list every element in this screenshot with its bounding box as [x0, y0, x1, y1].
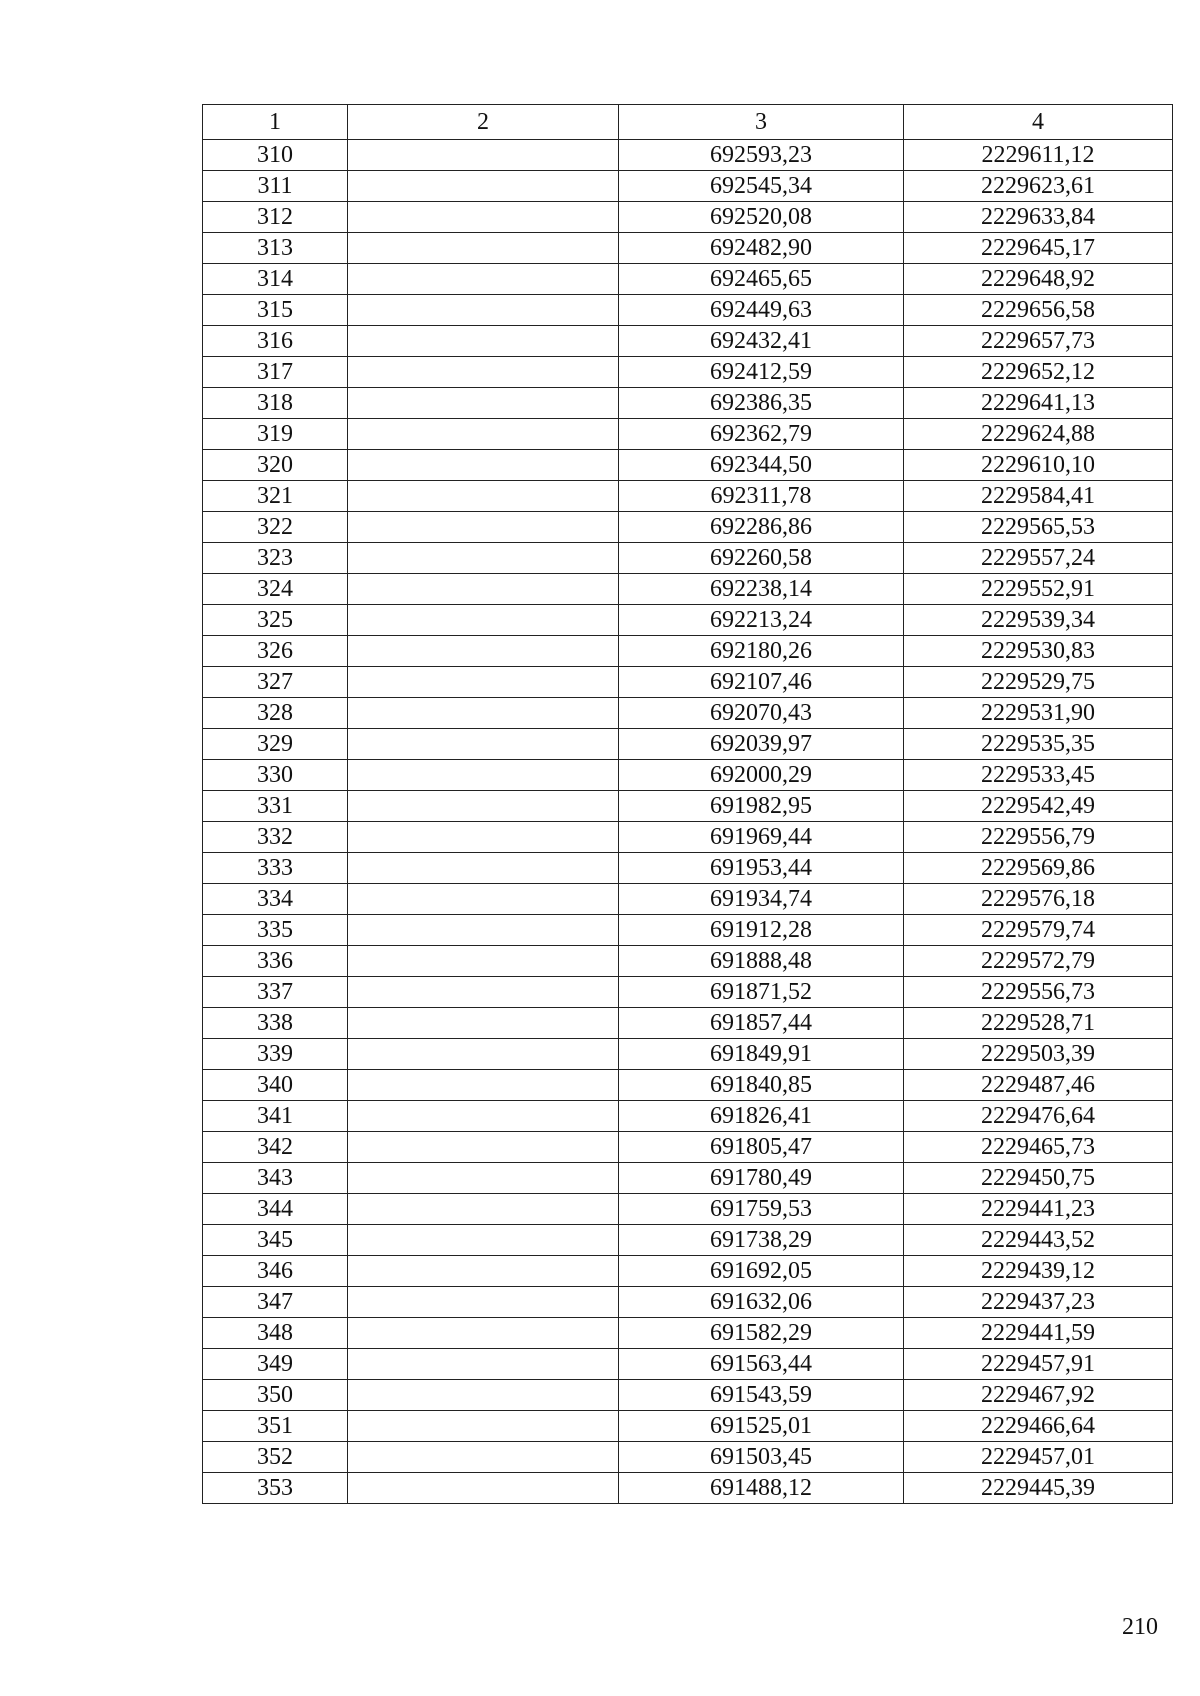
x-coordinate-cell: 691543,59 — [619, 1380, 904, 1411]
table-row — [203, 574, 1173, 605]
point-number-cell: 323 — [203, 543, 348, 574]
x-coordinate-cell: 692449,63 — [619, 295, 904, 326]
name-cell — [348, 326, 619, 357]
y-coordinate-cell: 2229557,24 — [904, 543, 1173, 574]
column-header-4: 4 — [904, 105, 1173, 140]
y-coordinate-cell: 2229533,45 — [904, 760, 1173, 791]
point-number-cell: 321 — [203, 481, 348, 512]
y-coordinate-cell: 2229624,88 — [904, 419, 1173, 450]
x-coordinate-cell: 691969,44 — [619, 822, 904, 853]
name-cell — [348, 1163, 619, 1194]
y-coordinate-cell: 2229445,39 — [904, 1473, 1173, 1504]
x-coordinate-cell: 691982,95 — [619, 791, 904, 822]
y-coordinate-cell: 2229476,64 — [904, 1101, 1173, 1132]
point-number-cell: 333 — [203, 853, 348, 884]
name-cell — [348, 1225, 619, 1256]
y-coordinate-cell: 2229556,73 — [904, 977, 1173, 1008]
x-coordinate-cell: 691692,05 — [619, 1256, 904, 1287]
point-number-cell: 339 — [203, 1039, 348, 1070]
point-number-cell: 340 — [203, 1070, 348, 1101]
table-row — [203, 822, 1173, 853]
table-row — [203, 977, 1173, 1008]
table-row — [203, 729, 1173, 760]
y-coordinate-cell: 2229457,91 — [904, 1349, 1173, 1380]
table-row — [203, 915, 1173, 946]
y-coordinate-cell: 2229466,64 — [904, 1411, 1173, 1442]
name-cell — [348, 140, 619, 171]
table-header-row — [203, 105, 1173, 140]
y-coordinate-cell: 2229656,58 — [904, 295, 1173, 326]
name-cell — [348, 1349, 619, 1380]
x-coordinate-cell: 691857,44 — [619, 1008, 904, 1039]
name-cell — [348, 915, 619, 946]
name-cell — [348, 1442, 619, 1473]
x-coordinate-cell: 692362,79 — [619, 419, 904, 450]
table-row — [203, 946, 1173, 977]
table-row — [203, 667, 1173, 698]
point-number-cell: 331 — [203, 791, 348, 822]
x-coordinate-cell: 691759,53 — [619, 1194, 904, 1225]
x-coordinate-cell: 691953,44 — [619, 853, 904, 884]
y-coordinate-cell: 2229652,12 — [904, 357, 1173, 388]
y-coordinate-cell: 2229441,59 — [904, 1318, 1173, 1349]
coordinates-table — [202, 104, 1173, 1504]
x-coordinate-cell: 691805,47 — [619, 1132, 904, 1163]
y-coordinate-cell: 2229584,41 — [904, 481, 1173, 512]
y-coordinate-cell: 2229565,53 — [904, 512, 1173, 543]
y-coordinate-cell: 2229611,12 — [904, 140, 1173, 171]
y-coordinate-cell: 2229439,12 — [904, 1256, 1173, 1287]
name-cell — [348, 233, 619, 264]
column-header-2: 2 — [348, 105, 619, 140]
x-coordinate-cell: 691488,12 — [619, 1473, 904, 1504]
y-coordinate-cell: 2229576,18 — [904, 884, 1173, 915]
y-coordinate-cell: 2229633,84 — [904, 202, 1173, 233]
table-row — [203, 791, 1173, 822]
point-number-cell: 336 — [203, 946, 348, 977]
y-coordinate-cell: 2229539,34 — [904, 605, 1173, 636]
point-number-cell: 329 — [203, 729, 348, 760]
y-coordinate-cell: 2229457,01 — [904, 1442, 1173, 1473]
table-row — [203, 1411, 1173, 1442]
table-row — [203, 1287, 1173, 1318]
point-number-cell: 326 — [203, 636, 348, 667]
table-row — [203, 450, 1173, 481]
y-coordinate-cell: 2229556,79 — [904, 822, 1173, 853]
name-cell — [348, 884, 619, 915]
point-number-cell: 332 — [203, 822, 348, 853]
point-number-cell: 316 — [203, 326, 348, 357]
table-row — [203, 202, 1173, 233]
y-coordinate-cell: 2229610,10 — [904, 450, 1173, 481]
x-coordinate-cell: 691582,29 — [619, 1318, 904, 1349]
table-row — [203, 1349, 1173, 1380]
point-number-cell: 328 — [203, 698, 348, 729]
x-coordinate-cell: 692593,23 — [619, 140, 904, 171]
point-number-cell: 334 — [203, 884, 348, 915]
name-cell — [348, 512, 619, 543]
table-row — [203, 1070, 1173, 1101]
table-row — [203, 760, 1173, 791]
point-number-cell: 337 — [203, 977, 348, 1008]
point-number-cell: 317 — [203, 357, 348, 388]
y-coordinate-cell: 2229503,39 — [904, 1039, 1173, 1070]
x-coordinate-cell: 692107,46 — [619, 667, 904, 698]
point-number-cell: 330 — [203, 760, 348, 791]
x-coordinate-cell: 691934,74 — [619, 884, 904, 915]
table-row — [203, 326, 1173, 357]
table-body — [203, 140, 1173, 1504]
name-cell — [348, 295, 619, 326]
y-coordinate-cell: 2229450,75 — [904, 1163, 1173, 1194]
name-cell — [348, 1008, 619, 1039]
table-row — [203, 543, 1173, 574]
x-coordinate-cell: 691912,28 — [619, 915, 904, 946]
y-coordinate-cell: 2229437,23 — [904, 1287, 1173, 1318]
name-cell — [348, 667, 619, 698]
name-cell — [348, 760, 619, 791]
x-coordinate-cell: 692238,14 — [619, 574, 904, 605]
x-coordinate-cell: 692482,90 — [619, 233, 904, 264]
x-coordinate-cell: 691826,41 — [619, 1101, 904, 1132]
point-number-cell: 346 — [203, 1256, 348, 1287]
table-row — [203, 357, 1173, 388]
table-row — [203, 1008, 1173, 1039]
point-number-cell: 349 — [203, 1349, 348, 1380]
table-row — [203, 1256, 1173, 1287]
x-coordinate-cell: 692465,65 — [619, 264, 904, 295]
name-cell — [348, 1256, 619, 1287]
point-number-cell: 347 — [203, 1287, 348, 1318]
name-cell — [348, 636, 619, 667]
y-coordinate-cell: 2229487,46 — [904, 1070, 1173, 1101]
table-row — [203, 636, 1173, 667]
point-number-cell: 320 — [203, 450, 348, 481]
y-coordinate-cell: 2229641,13 — [904, 388, 1173, 419]
point-number-cell: 351 — [203, 1411, 348, 1442]
y-coordinate-cell: 2229552,91 — [904, 574, 1173, 605]
y-coordinate-cell: 2229467,92 — [904, 1380, 1173, 1411]
x-coordinate-cell: 691840,85 — [619, 1070, 904, 1101]
point-number-cell: 353 — [203, 1473, 348, 1504]
column-header-1: 1 — [203, 105, 348, 140]
table-row — [203, 1132, 1173, 1163]
point-number-cell: 324 — [203, 574, 348, 605]
point-number-cell: 341 — [203, 1101, 348, 1132]
table-row — [203, 1473, 1173, 1504]
x-coordinate-cell: 691849,91 — [619, 1039, 904, 1070]
table-row — [203, 1101, 1173, 1132]
name-cell — [348, 481, 619, 512]
name-cell — [348, 729, 619, 760]
x-coordinate-cell: 692286,86 — [619, 512, 904, 543]
y-coordinate-cell: 2229441,23 — [904, 1194, 1173, 1225]
name-cell — [348, 822, 619, 853]
y-coordinate-cell: 2229529,75 — [904, 667, 1173, 698]
name-cell — [348, 357, 619, 388]
name-cell — [348, 1380, 619, 1411]
y-coordinate-cell: 2229579,74 — [904, 915, 1173, 946]
x-coordinate-cell: 692180,26 — [619, 636, 904, 667]
name-cell — [348, 1039, 619, 1070]
table-row — [203, 481, 1173, 512]
name-cell — [348, 977, 619, 1008]
table-row — [203, 884, 1173, 915]
table-row — [203, 1194, 1173, 1225]
table-row — [203, 605, 1173, 636]
name-cell — [348, 698, 619, 729]
name-cell — [348, 1101, 619, 1132]
y-coordinate-cell: 2229535,35 — [904, 729, 1173, 760]
y-coordinate-cell: 2229569,86 — [904, 853, 1173, 884]
x-coordinate-cell: 692070,43 — [619, 698, 904, 729]
table-row — [203, 698, 1173, 729]
x-coordinate-cell: 691563,44 — [619, 1349, 904, 1380]
y-coordinate-cell: 2229645,17 — [904, 233, 1173, 264]
table-row — [203, 853, 1173, 884]
table-row — [203, 1318, 1173, 1349]
table-row — [203, 140, 1173, 171]
x-coordinate-cell: 691738,29 — [619, 1225, 904, 1256]
name-cell — [348, 1194, 619, 1225]
point-number-cell: 342 — [203, 1132, 348, 1163]
name-cell — [348, 1473, 619, 1504]
name-cell — [348, 1132, 619, 1163]
y-coordinate-cell: 2229648,92 — [904, 264, 1173, 295]
point-number-cell: 322 — [203, 512, 348, 543]
x-coordinate-cell: 692000,29 — [619, 760, 904, 791]
table-row — [203, 1380, 1173, 1411]
name-cell — [348, 419, 619, 450]
x-coordinate-cell: 691888,48 — [619, 946, 904, 977]
point-number-cell: 327 — [203, 667, 348, 698]
name-cell — [348, 171, 619, 202]
x-coordinate-cell: 691632,06 — [619, 1287, 904, 1318]
point-number-cell: 312 — [203, 202, 348, 233]
name-cell — [348, 264, 619, 295]
x-coordinate-cell: 692039,97 — [619, 729, 904, 760]
name-cell — [348, 1287, 619, 1318]
point-number-cell: 310 — [203, 140, 348, 171]
table-row — [203, 233, 1173, 264]
page-number: 210 — [1122, 1614, 1158, 1640]
y-coordinate-cell: 2229531,90 — [904, 698, 1173, 729]
x-coordinate-cell: 692386,35 — [619, 388, 904, 419]
column-header-3: 3 — [619, 105, 904, 140]
y-coordinate-cell: 2229465,73 — [904, 1132, 1173, 1163]
point-number-cell: 343 — [203, 1163, 348, 1194]
point-number-cell: 319 — [203, 419, 348, 450]
table-row — [203, 264, 1173, 295]
y-coordinate-cell: 2229443,52 — [904, 1225, 1173, 1256]
table-row — [203, 388, 1173, 419]
table-row — [203, 512, 1173, 543]
name-cell — [348, 791, 619, 822]
name-cell — [348, 946, 619, 977]
point-number-cell: 311 — [203, 171, 348, 202]
name-cell — [348, 543, 619, 574]
x-coordinate-cell: 692545,34 — [619, 171, 904, 202]
x-coordinate-cell: 692311,78 — [619, 481, 904, 512]
table-row — [203, 1442, 1173, 1473]
point-number-cell: 345 — [203, 1225, 348, 1256]
table-row — [203, 1225, 1173, 1256]
point-number-cell: 325 — [203, 605, 348, 636]
y-coordinate-cell: 2229623,61 — [904, 171, 1173, 202]
point-number-cell: 335 — [203, 915, 348, 946]
y-coordinate-cell: 2229530,83 — [904, 636, 1173, 667]
x-coordinate-cell: 691871,52 — [619, 977, 904, 1008]
point-number-cell: 313 — [203, 233, 348, 264]
name-cell — [348, 853, 619, 884]
table-row — [203, 1039, 1173, 1070]
point-number-cell: 314 — [203, 264, 348, 295]
point-number-cell: 344 — [203, 1194, 348, 1225]
point-number-cell: 350 — [203, 1380, 348, 1411]
name-cell — [348, 1318, 619, 1349]
y-coordinate-cell: 2229657,73 — [904, 326, 1173, 357]
point-number-cell: 315 — [203, 295, 348, 326]
point-number-cell: 352 — [203, 1442, 348, 1473]
x-coordinate-cell: 692260,58 — [619, 543, 904, 574]
name-cell — [348, 388, 619, 419]
x-coordinate-cell: 691780,49 — [619, 1163, 904, 1194]
name-cell — [348, 605, 619, 636]
name-cell — [348, 450, 619, 481]
point-number-cell: 338 — [203, 1008, 348, 1039]
x-coordinate-cell: 692344,50 — [619, 450, 904, 481]
x-coordinate-cell: 691525,01 — [619, 1411, 904, 1442]
x-coordinate-cell: 692432,41 — [619, 326, 904, 357]
name-cell — [348, 574, 619, 605]
x-coordinate-cell: 692520,08 — [619, 202, 904, 233]
y-coordinate-cell: 2229572,79 — [904, 946, 1173, 977]
point-number-cell: 348 — [203, 1318, 348, 1349]
name-cell — [348, 202, 619, 233]
x-coordinate-cell: 692412,59 — [619, 357, 904, 388]
table-row — [203, 419, 1173, 450]
name-cell — [348, 1411, 619, 1442]
table-row — [203, 1163, 1173, 1194]
x-coordinate-cell: 691503,45 — [619, 1442, 904, 1473]
point-number-cell: 318 — [203, 388, 348, 419]
name-cell — [348, 1070, 619, 1101]
table-row — [203, 295, 1173, 326]
x-coordinate-cell: 692213,24 — [619, 605, 904, 636]
y-coordinate-cell: 2229528,71 — [904, 1008, 1173, 1039]
table-row — [203, 171, 1173, 202]
y-coordinate-cell: 2229542,49 — [904, 791, 1173, 822]
